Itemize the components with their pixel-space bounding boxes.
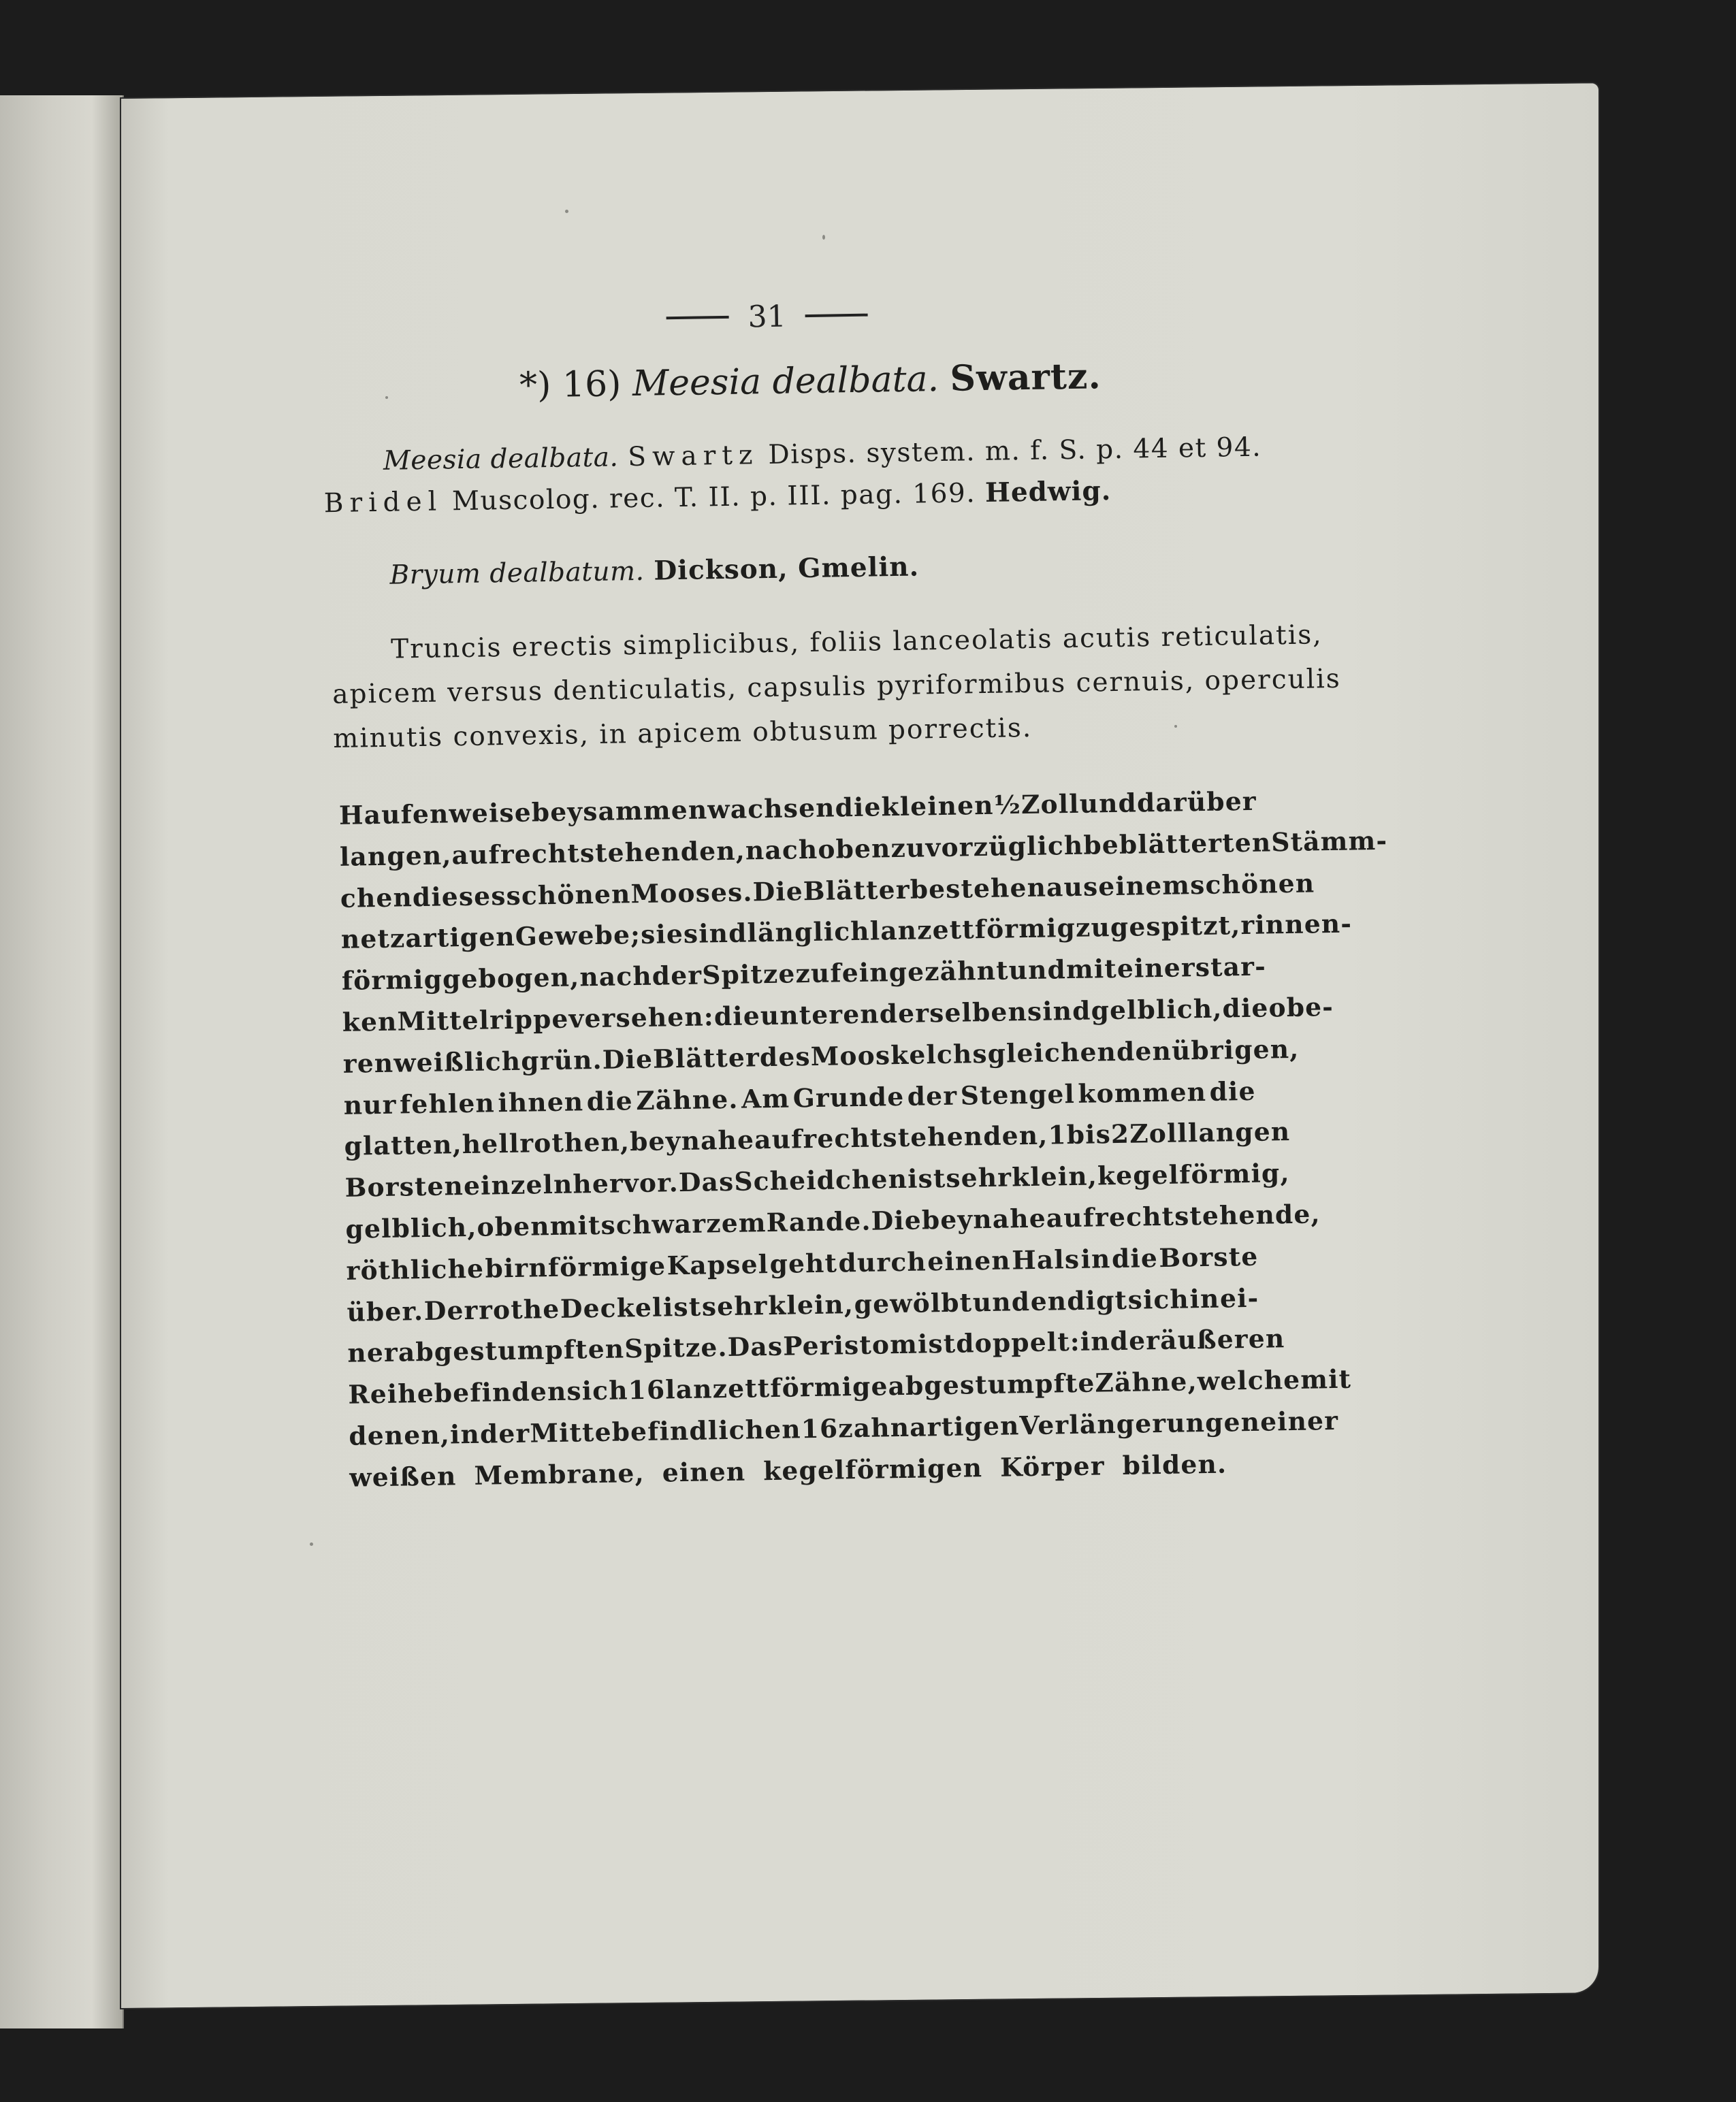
description-word: abgestumpfte: [888, 1368, 1095, 1402]
description-word: Membrane,: [474, 1457, 645, 1491]
synonym-reference-2: Muscolog. rec. T. II. p. III. pag. 169.: [451, 478, 976, 517]
description-word: die: [586, 1085, 634, 1116]
entry-heading: [519, 355, 1102, 406]
description-word: einen: [927, 1245, 1012, 1277]
description-word: einem: [1097, 869, 1191, 901]
description-word: weißlich: [393, 1046, 521, 1078]
description-word: derselben: [879, 997, 1028, 1029]
description-word: und: [1079, 788, 1138, 819]
description-word: versehen:: [568, 1001, 715, 1034]
description-word: weißen: [349, 1461, 457, 1493]
description-word: zugespitzt,: [1075, 910, 1241, 943]
description-word: ken: [342, 1006, 398, 1037]
synonym-species: Meesia dealbata.: [383, 442, 619, 476]
description-word: ner: [347, 1338, 399, 1369]
description-word: Reihe: [348, 1378, 435, 1410]
description-word: lanzettförmig: [869, 913, 1076, 947]
description-word: aus: [1046, 871, 1099, 903]
page-number: 31: [748, 299, 787, 334]
description-word: Verlängerungen: [1019, 1406, 1261, 1441]
description-word: obe-: [1268, 991, 1334, 1023]
synonym-authority: Hedwig.: [984, 475, 1112, 508]
description-word: wachsen: [707, 792, 835, 825]
description-word: oben: [477, 1211, 551, 1242]
description-word: gelblich,: [1091, 993, 1223, 1026]
description-word: Am: [741, 1083, 790, 1114]
description-word: Zoll: [1020, 788, 1080, 820]
description-word: kleinen: [881, 790, 995, 822]
description-word: Körper: [999, 1451, 1106, 1483]
description-word: fein: [830, 957, 890, 988]
description-word: endigt: [1030, 1284, 1128, 1316]
description-word: vorzüglich: [925, 830, 1084, 863]
description-word: einen: [662, 1456, 746, 1488]
entry-number: 16): [562, 363, 622, 406]
description-word: beblätterten: [1083, 827, 1272, 860]
description-word: aufrechtstehende,: [1046, 1199, 1321, 1233]
description-word: und: [972, 1286, 1031, 1317]
synonymy-line-1: [383, 432, 1262, 476]
description-word: die: [1111, 1242, 1159, 1274]
description-word: grün.: [520, 1044, 603, 1076]
description-word: sind: [683, 918, 748, 950]
description-word: sehr: [701, 1290, 769, 1322]
description-word: 16: [801, 1413, 839, 1444]
description-word: Blätter: [803, 874, 911, 906]
description-word: Haufenweise: [338, 797, 532, 830]
description-word: 1: [1048, 1120, 1067, 1150]
description-word: mit: [1300, 1363, 1352, 1395]
description-word: geht: [769, 1248, 838, 1279]
description-word: fehlen: [399, 1087, 496, 1120]
paper-speck: [1174, 725, 1177, 728]
description-word: Hals: [1011, 1244, 1080, 1276]
description-word: klein,: [767, 1289, 854, 1321]
description-word: Die: [752, 875, 804, 907]
basionym-line: [389, 551, 919, 590]
diagnosis-line: Truncis erectis simplicibus, foliis lanceolatis acutis reticulatis,: [390, 619, 1323, 665]
description-word: kegelförmig,: [1097, 1158, 1291, 1191]
basionym-species: Bryum dealbatum.: [389, 555, 645, 591]
description-line: [344, 1116, 1291, 1162]
description-word: in: [1080, 1243, 1111, 1274]
description-word: Die: [871, 1205, 922, 1236]
description-line: [349, 1449, 1262, 1493]
description-word: der: [479, 1418, 530, 1449]
species-author: Swartz.: [950, 355, 1102, 400]
description-word: des: [759, 1041, 811, 1073]
description-word: bis: [1066, 1119, 1112, 1150]
description-word: langen: [1187, 1116, 1291, 1148]
description-word: Borsten: [344, 1171, 464, 1203]
synonym-author: Swartz: [627, 440, 759, 473]
description-word: schönen: [506, 878, 631, 911]
description-line: [343, 1076, 1256, 1120]
description-word: sind: [1027, 995, 1091, 1027]
description-word: beynahe: [921, 1203, 1047, 1235]
description-word: Kapsel: [666, 1248, 769, 1281]
description-word: die: [835, 792, 882, 823]
header-rule-left: [666, 316, 729, 319]
page-number-header: [658, 291, 876, 342]
description-word: oben: [818, 832, 891, 864]
description-word: einer: [1259, 1405, 1339, 1437]
description-word: gebogen,: [442, 962, 580, 995]
description-word: in: [1080, 1326, 1111, 1357]
description-word: schwarzem: [600, 1208, 767, 1240]
diagnosis-line: minutis convexis, in apicem obtusum porrectis.: [332, 712, 1033, 755]
description-word: Deckel: [560, 1292, 663, 1324]
description-word: die: [1209, 1076, 1256, 1107]
description-word: Zähne.: [635, 1084, 739, 1116]
description-word: einzeln: [463, 1169, 573, 1201]
synonym-author-2: Bridel: [323, 486, 443, 519]
description-word: ½: [993, 790, 1022, 820]
description-word: langen,: [339, 840, 452, 872]
description-line: [348, 1363, 1352, 1410]
description-line: [339, 825, 1388, 872]
description-word: schönen: [1189, 868, 1315, 900]
description-word: die: [713, 1001, 761, 1032]
description-word: denen,: [349, 1419, 451, 1451]
description-word: star-: [1195, 951, 1267, 983]
description-word: beynahe: [629, 1125, 755, 1157]
description-word: Stämm-: [1271, 825, 1388, 858]
diagnosis-line: apicem versus denticulatis, capsulis pyriformibus cernuis, operculis: [332, 663, 1342, 711]
description-line: [346, 1242, 1259, 1286]
description-word: sich: [566, 1375, 629, 1406]
description-word: mit: [1065, 954, 1118, 985]
description-word: Zoll: [1129, 1118, 1189, 1150]
description-word: Der: [423, 1295, 479, 1326]
description-word: sich: [1127, 1283, 1190, 1315]
description-word: über.: [347, 1295, 424, 1327]
footnote-marker: *): [519, 364, 551, 406]
description-word: Mitte: [530, 1417, 613, 1449]
description-word: sie: [640, 919, 684, 950]
description-word: kommen: [1078, 1076, 1207, 1109]
description-word: in: [1189, 1283, 1220, 1314]
paper-speck: [822, 235, 825, 240]
description-word: 16: [628, 1374, 666, 1406]
description-word: Rande.: [766, 1206, 871, 1238]
paper-speck: [310, 1542, 313, 1546]
description-word: Mooskelchs: [810, 1038, 988, 1071]
description-word: äußeren: [1159, 1323, 1285, 1356]
description-word: ist: [662, 1291, 702, 1323]
description-line: [340, 868, 1315, 913]
description-word: den: [1116, 1035, 1172, 1067]
description-word: und: [1008, 954, 1067, 986]
description-word: in: [449, 1419, 481, 1450]
description-word: bestehen: [910, 872, 1047, 905]
description-word: der: [907, 1080, 958, 1112]
description-word: klein,: [1011, 1161, 1098, 1193]
description-word: ist: [907, 1163, 946, 1195]
description-word: welche: [1197, 1365, 1301, 1397]
description-word: abgestumpften: [398, 1333, 625, 1368]
description-word: Zähne,: [1095, 1366, 1198, 1398]
description-line: [347, 1323, 1285, 1369]
description-word: zahnartigen: [837, 1410, 1020, 1444]
synonymy-line-2: [323, 475, 1111, 519]
description-line: [338, 786, 1257, 830]
description-word: röthliche: [346, 1253, 485, 1286]
description-word: unteren: [760, 999, 880, 1031]
description-word: Stengel: [960, 1078, 1076, 1111]
description-word: förmig: [341, 964, 443, 997]
description-line: [344, 1158, 1291, 1203]
description-word: länglich: [747, 916, 871, 948]
description-word: übrigen,: [1171, 1033, 1300, 1066]
description-word: mit: [549, 1210, 601, 1242]
description-word: Mittelrippe: [397, 1003, 569, 1037]
description-word: hervor.: [573, 1167, 679, 1199]
description-word: Peristom: [782, 1329, 918, 1362]
description-word: befinden: [434, 1376, 567, 1409]
paper-speck: [385, 396, 388, 399]
description-word: Das: [678, 1167, 735, 1198]
description-word: rinnen-: [1240, 908, 1353, 941]
description-word: bilden.: [1122, 1449, 1227, 1481]
description-word: rothe: [478, 1293, 560, 1325]
description-word: beysammen: [531, 794, 708, 828]
description-word: Gewebe;: [515, 920, 641, 952]
description-word: 2: [1110, 1119, 1130, 1150]
description-word: Das: [727, 1331, 784, 1363]
description-word: darüber: [1136, 786, 1257, 818]
description-line: [349, 1405, 1339, 1451]
description-line: [340, 908, 1353, 955]
description-word: chen: [340, 882, 413, 913]
header-rule-right: [805, 314, 868, 317]
description-word: Spitze.: [624, 1332, 728, 1364]
description-word: dieses: [412, 880, 507, 912]
description-line: [347, 1282, 1259, 1327]
description-word: sehr: [946, 1162, 1012, 1194]
description-word: ihnen: [498, 1086, 584, 1118]
description-word: nur: [343, 1089, 397, 1120]
description-word: birnförmige: [485, 1250, 666, 1284]
description-word: nach: [579, 960, 653, 992]
description-word: hellrothen,: [462, 1127, 630, 1160]
description-word: nach: [745, 834, 818, 866]
description-line: [341, 951, 1267, 997]
description-word: die: [1222, 992, 1269, 1024]
description-word: aufrechtstehenden,: [754, 1120, 1048, 1155]
description-word: Grunde: [792, 1081, 905, 1114]
paper-speck: [565, 210, 568, 213]
description-word: einer: [1116, 952, 1196, 984]
description-word: ist: [917, 1329, 957, 1360]
description-word: zu: [890, 832, 926, 863]
description-word: gewölbt: [854, 1287, 973, 1319]
description-line: [342, 991, 1334, 1037]
description-word: der: [1110, 1325, 1161, 1357]
species-name: Meesia dealbata.: [632, 358, 939, 405]
description-word: gezähnt: [888, 955, 1010, 988]
description-word: lanzettförmige: [664, 1371, 888, 1405]
description-word: kegelförmigen: [762, 1452, 983, 1487]
basionym-authors: Dickson, Gmelin.: [654, 551, 920, 587]
description-word: der: [652, 960, 703, 991]
description-word: durch: [838, 1246, 927, 1278]
description-word: befindlichen: [611, 1414, 802, 1447]
description-line: [345, 1199, 1321, 1244]
synonym-reference: Disps. system. m. f. S. p. 44 et 94.: [768, 432, 1262, 470]
description-word: Die: [602, 1044, 654, 1075]
description-word: Borste: [1159, 1241, 1259, 1273]
description-word: Mooses.: [630, 876, 753, 909]
description-word: glatten,: [344, 1129, 463, 1162]
description-word: gelblich,: [345, 1212, 477, 1244]
description-word: ren: [342, 1048, 394, 1079]
description-word: ei-: [1219, 1282, 1259, 1314]
description-word: Spitze: [701, 958, 796, 990]
description-word: doppelt:: [955, 1327, 1081, 1359]
description-word: Scheidchen: [734, 1164, 908, 1197]
description-line: [342, 1033, 1300, 1079]
description-word: gleichen: [987, 1036, 1117, 1069]
description-word: netzartigen: [340, 922, 516, 955]
description-word: Blätter: [652, 1042, 760, 1074]
description-word: zu: [795, 958, 831, 989]
description-word: aufrechtstehenden,: [451, 835, 746, 871]
